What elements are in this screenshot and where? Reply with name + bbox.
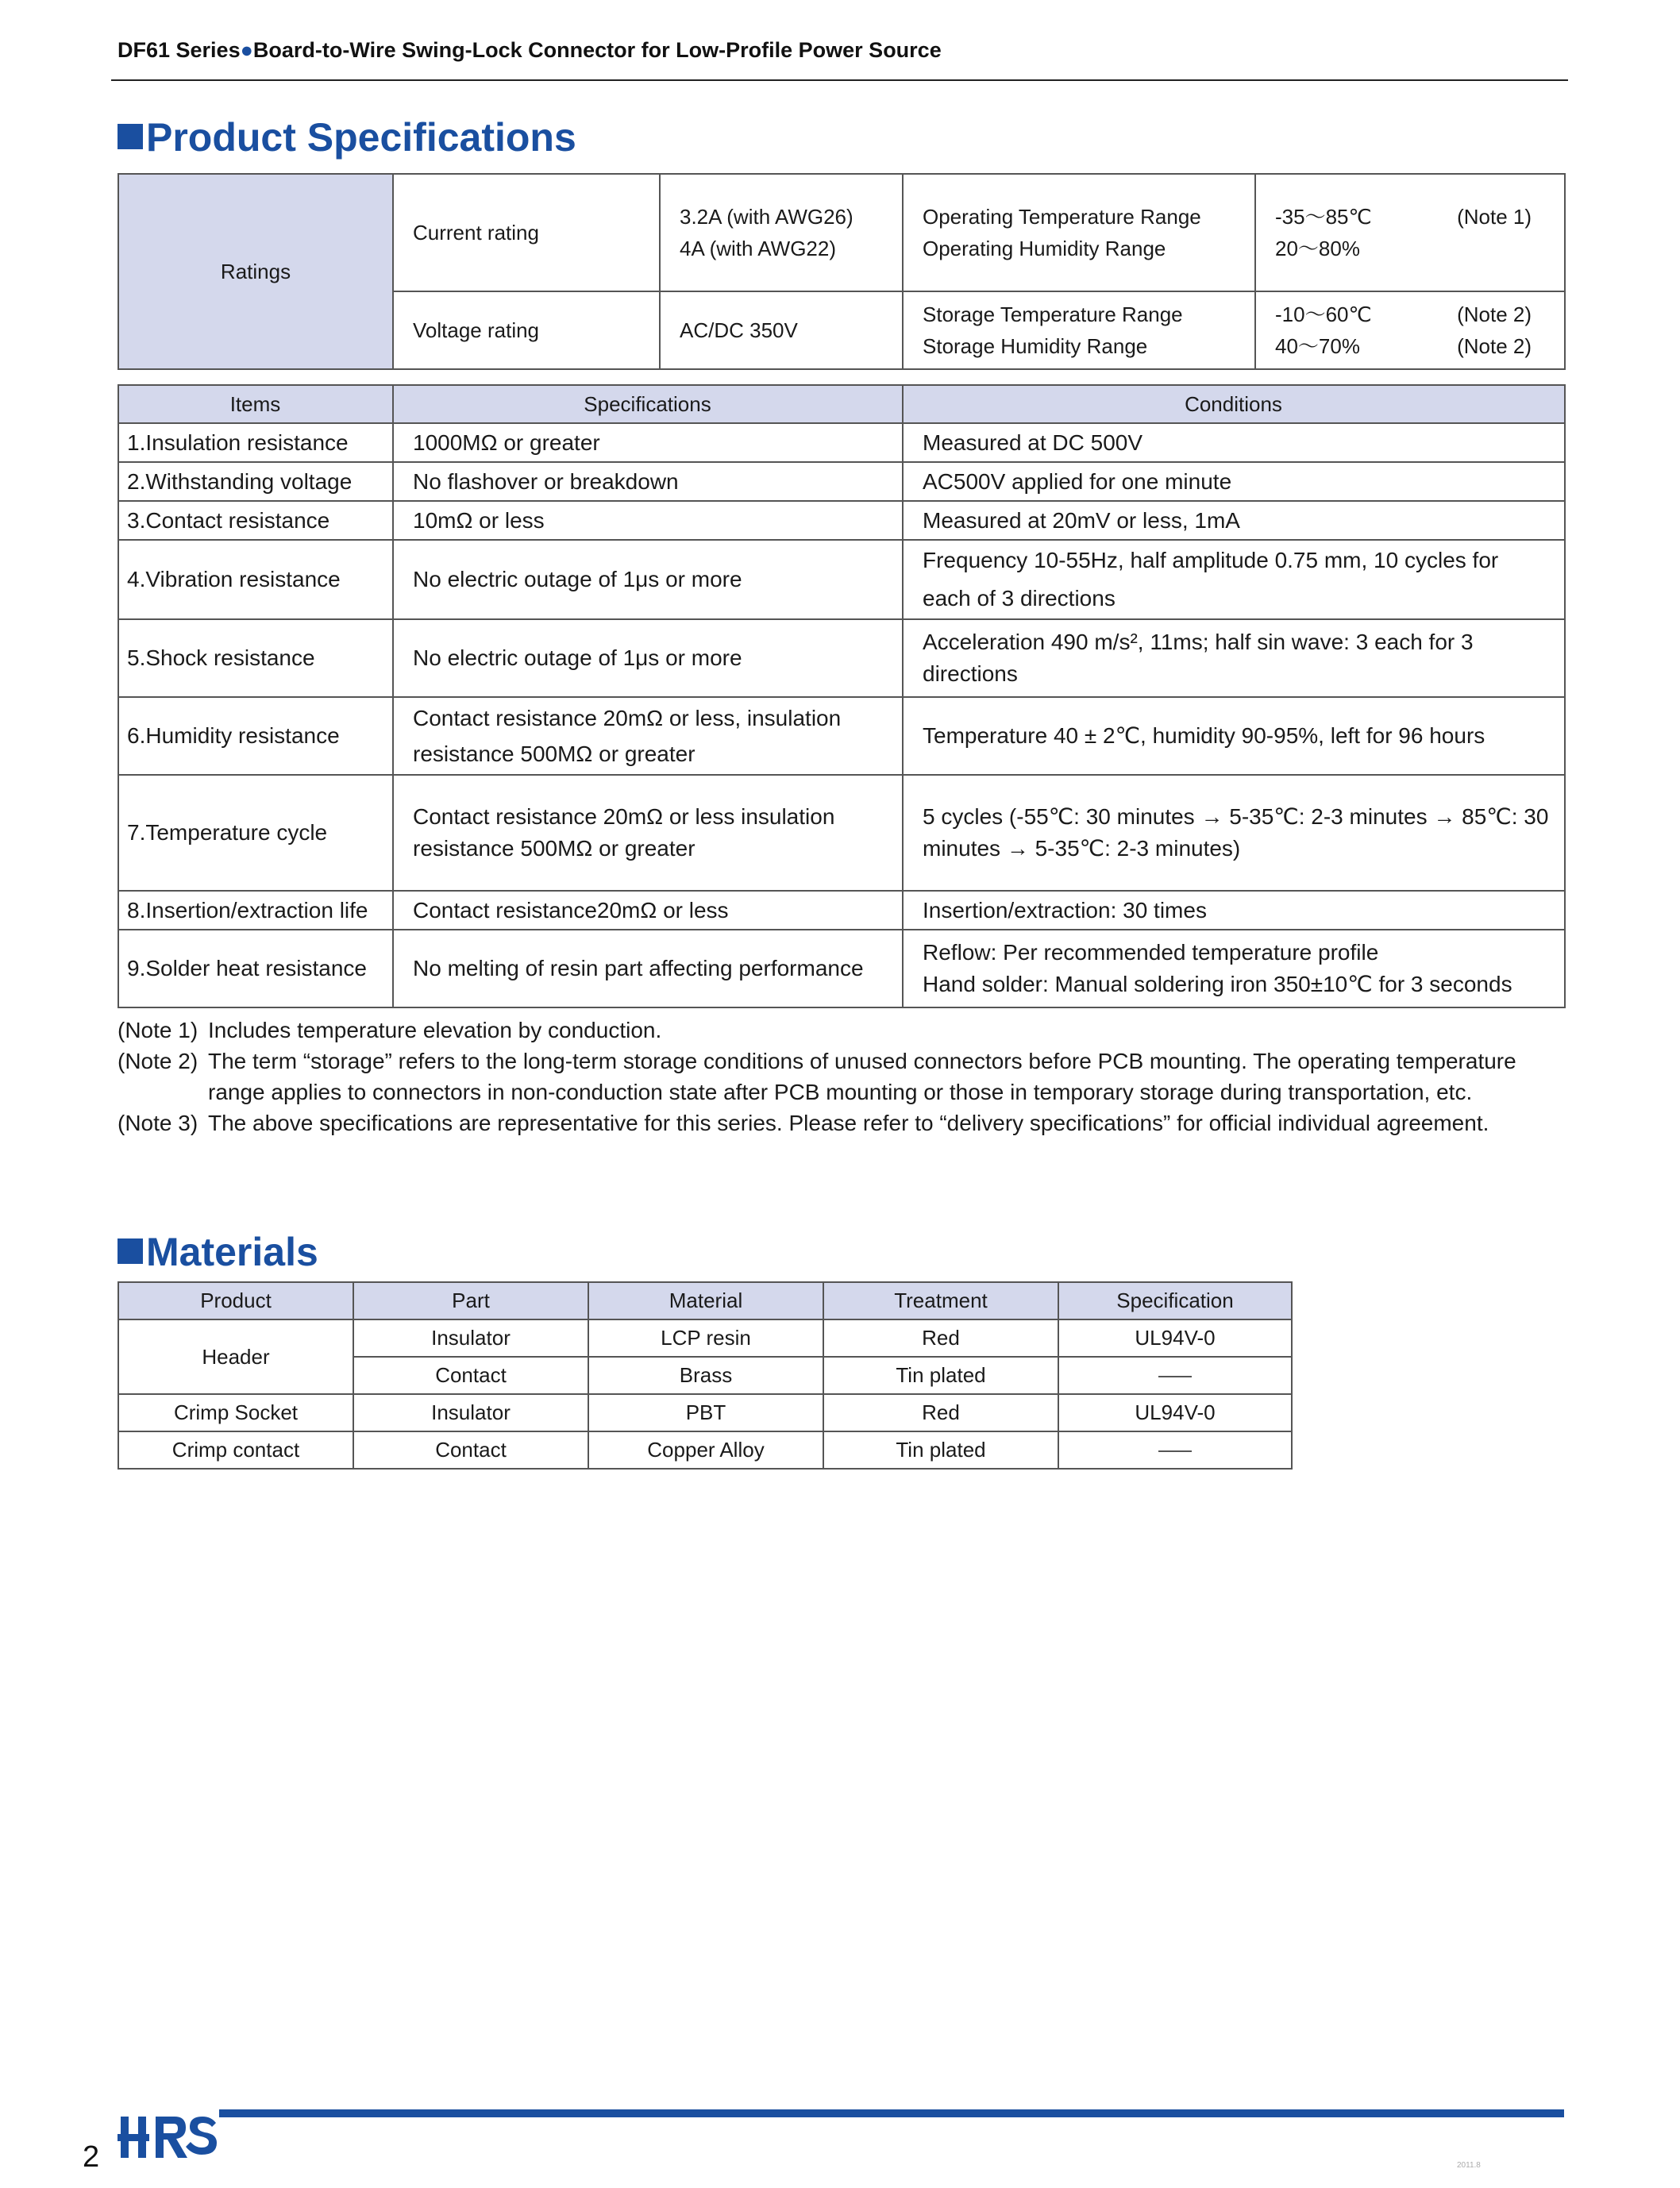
bullet-icon: ●: [240, 38, 253, 62]
treatment-cell: Red: [823, 1319, 1058, 1357]
condition-cell: Measured at DC 500V: [903, 423, 1565, 462]
material-cell: Brass: [588, 1357, 823, 1394]
spec-cell: Contact resistance 20mΩ or less insulation resistance 500MΩ or greater: [393, 775, 903, 891]
current-rating-label: Current rating: [393, 174, 660, 291]
spec-cell: 1000MΩ or greater: [393, 423, 903, 462]
storage-range-values: -10～60℃ (Note 2) 40～70% (Note 2): [1255, 291, 1565, 369]
condition-cell: 5 cycles (-55℃: 30 minutes → 5-35℃: 2-3 minutes → 85℃: 30 minutes → 5-35℃: 2-3 minutes): [903, 775, 1565, 891]
product-cell: Header: [118, 1319, 353, 1394]
spec-cell: No melting of resin part affecting performance: [393, 930, 903, 1007]
spec-cell: No electric outage of 1μs or more: [393, 619, 903, 697]
spec-cell: No electric outage of 1μs or more: [393, 540, 903, 619]
column-header-conditions: Conditions: [903, 385, 1565, 423]
table-row: [118, 540, 1565, 619]
ratings-table: [118, 173, 1566, 370]
square-bullet-icon: [118, 1238, 143, 1264]
table-row: [118, 501, 1565, 540]
item-cell: 7.Temperature cycle: [118, 775, 393, 891]
note-2: (Note 2) The term “storage” refers to the long-term storage conditions of unused connectors before PCB mounting. The operating temperature range applies to connectors in non-conduction state after PCB mounting or those in temporary storage during transportation, etc.: [118, 1049, 1516, 1104]
footer-accent-bar: [219, 2109, 1564, 2117]
item-cell: 5.Shock resistance: [118, 619, 393, 697]
table-row: [118, 619, 1565, 697]
table-row: [118, 775, 1565, 891]
treatment-cell: Red: [823, 1394, 1058, 1431]
note-1: (Note 1) Includes temperature elevation by conduction.: [118, 1018, 662, 1042]
specifications-table: [118, 384, 1566, 1008]
spec-cell: No flashover or breakdown: [393, 462, 903, 501]
section-title-product-specifications: Product Specifications: [118, 114, 576, 160]
condition-cell: Reflow: Per recommended temperature profile Hand solder: Manual soldering iron 350±10℃ for 3 seconds: [903, 930, 1565, 1007]
item-cell: 2.Withstanding voltage: [118, 462, 393, 501]
material-cell: LCP resin: [588, 1319, 823, 1357]
spec-cell: Contact resistance20mΩ or less: [393, 891, 903, 930]
treatment-cell: Tin plated: [823, 1357, 1058, 1394]
dash-mark: [1158, 1450, 1192, 1452]
condition-cell: AC500V applied for one minute: [903, 462, 1565, 501]
materials-table: [118, 1281, 1293, 1470]
voltage-rating-value: AC/DC 350V: [660, 291, 903, 369]
square-bullet-icon: [118, 124, 143, 149]
product-cell: Crimp Socket: [118, 1394, 353, 1431]
table-row: [118, 1394, 1292, 1431]
material-cell: Copper Alloy: [588, 1431, 823, 1469]
item-cell: 1.Insulation resistance: [118, 423, 393, 462]
part-cell: Contact: [353, 1357, 588, 1394]
column-header-product: Product: [118, 1282, 353, 1319]
specification-notes: [118, 1015, 1570, 1138]
treatment-cell: Tin plated: [823, 1431, 1058, 1469]
column-header-material: Material: [588, 1282, 823, 1319]
condition-cell: Acceleration 490 m/s², 11ms; half sin wave: 3 each for 3 directions: [903, 619, 1565, 697]
table-row: [118, 697, 1565, 775]
material-cell: PBT: [588, 1394, 823, 1431]
product-cell: Crimp contact: [118, 1431, 353, 1469]
condition-cell: Measured at 20mV or less, 1mA: [903, 501, 1565, 540]
item-cell: 6.Humidity resistance: [118, 697, 393, 775]
spec-cell: Contact resistance 20mΩ or less, insulation resistance 500MΩ or greater: [393, 697, 903, 775]
operating-range-values: -35～85℃ (Note 1) 20～80%: [1255, 174, 1565, 291]
column-header-treatment: Treatment: [823, 1282, 1058, 1319]
specification-cell: UL94V-0: [1058, 1394, 1292, 1431]
part-cell: Contact: [353, 1431, 588, 1469]
table-row: [118, 462, 1565, 501]
item-cell: 8.Insertion/extraction life: [118, 891, 393, 930]
column-header-items: Items: [118, 385, 393, 423]
operating-range-labels: Operating Temperature Range Operating Humidity Range: [903, 174, 1255, 291]
table-row: [118, 1319, 1292, 1357]
column-header-specifications: Specifications: [393, 385, 903, 423]
item-cell: 9.Solder heat resistance: [118, 930, 393, 1007]
document-title: Board-to-Wire Swing-Lock Connector for Low-Profile Power Source: [252, 38, 942, 62]
item-cell: 3.Contact resistance: [118, 501, 393, 540]
voltage-rating-label: Voltage rating: [393, 291, 660, 369]
current-rating-values: 3.2A (with AWG26) 4A (with AWG22): [660, 174, 903, 291]
hrs-logo-icon: [118, 2112, 218, 2164]
table-row: [118, 930, 1565, 1007]
table-row: [118, 1431, 1292, 1469]
section-title-materials: Materials: [118, 1229, 318, 1275]
materials-header-row: [118, 1282, 1292, 1319]
series-name: DF61 Series: [118, 38, 241, 62]
column-header-specification: Specification: [1058, 1282, 1292, 1319]
note-3: (Note 3) The above specifications are representative for this series. Please refer to “delivery specifications” for official individual agreement.: [118, 1111, 1489, 1135]
footer-code: 2011.8: [1457, 2161, 1481, 2170]
spec-cell: 10mΩ or less: [393, 501, 903, 540]
part-cell: Insulator: [353, 1394, 588, 1431]
column-header-part: Part: [353, 1282, 588, 1319]
page-number: 2: [83, 2140, 100, 2174]
part-cell: Insulator: [353, 1319, 588, 1357]
condition-cell: Temperature 40 ± 2℃, humidity 90-95%, left for 96 hours: [903, 697, 1565, 775]
table-row: [118, 423, 1565, 462]
storage-range-labels: Storage Temperature Range Storage Humidity Range: [903, 291, 1255, 369]
specification-cell: UL94V-0: [1058, 1319, 1292, 1357]
header-divider: [111, 79, 1568, 81]
condition-cell: Insertion/extraction: 30 times: [903, 891, 1565, 930]
dash-mark: [1158, 1376, 1192, 1377]
specification-cell: [1058, 1431, 1292, 1469]
table-row: [118, 891, 1565, 930]
ratings-label: Ratings: [118, 174, 393, 369]
condition-cell: Frequency 10-55Hz, half amplitude 0.75 mm, 10 cycles for each of 3 directions: [903, 540, 1565, 619]
item-cell: 4.Vibration resistance: [118, 540, 393, 619]
specifications-header-row: [118, 385, 1565, 423]
document-header: [118, 38, 942, 63]
specification-cell: [1058, 1357, 1292, 1394]
